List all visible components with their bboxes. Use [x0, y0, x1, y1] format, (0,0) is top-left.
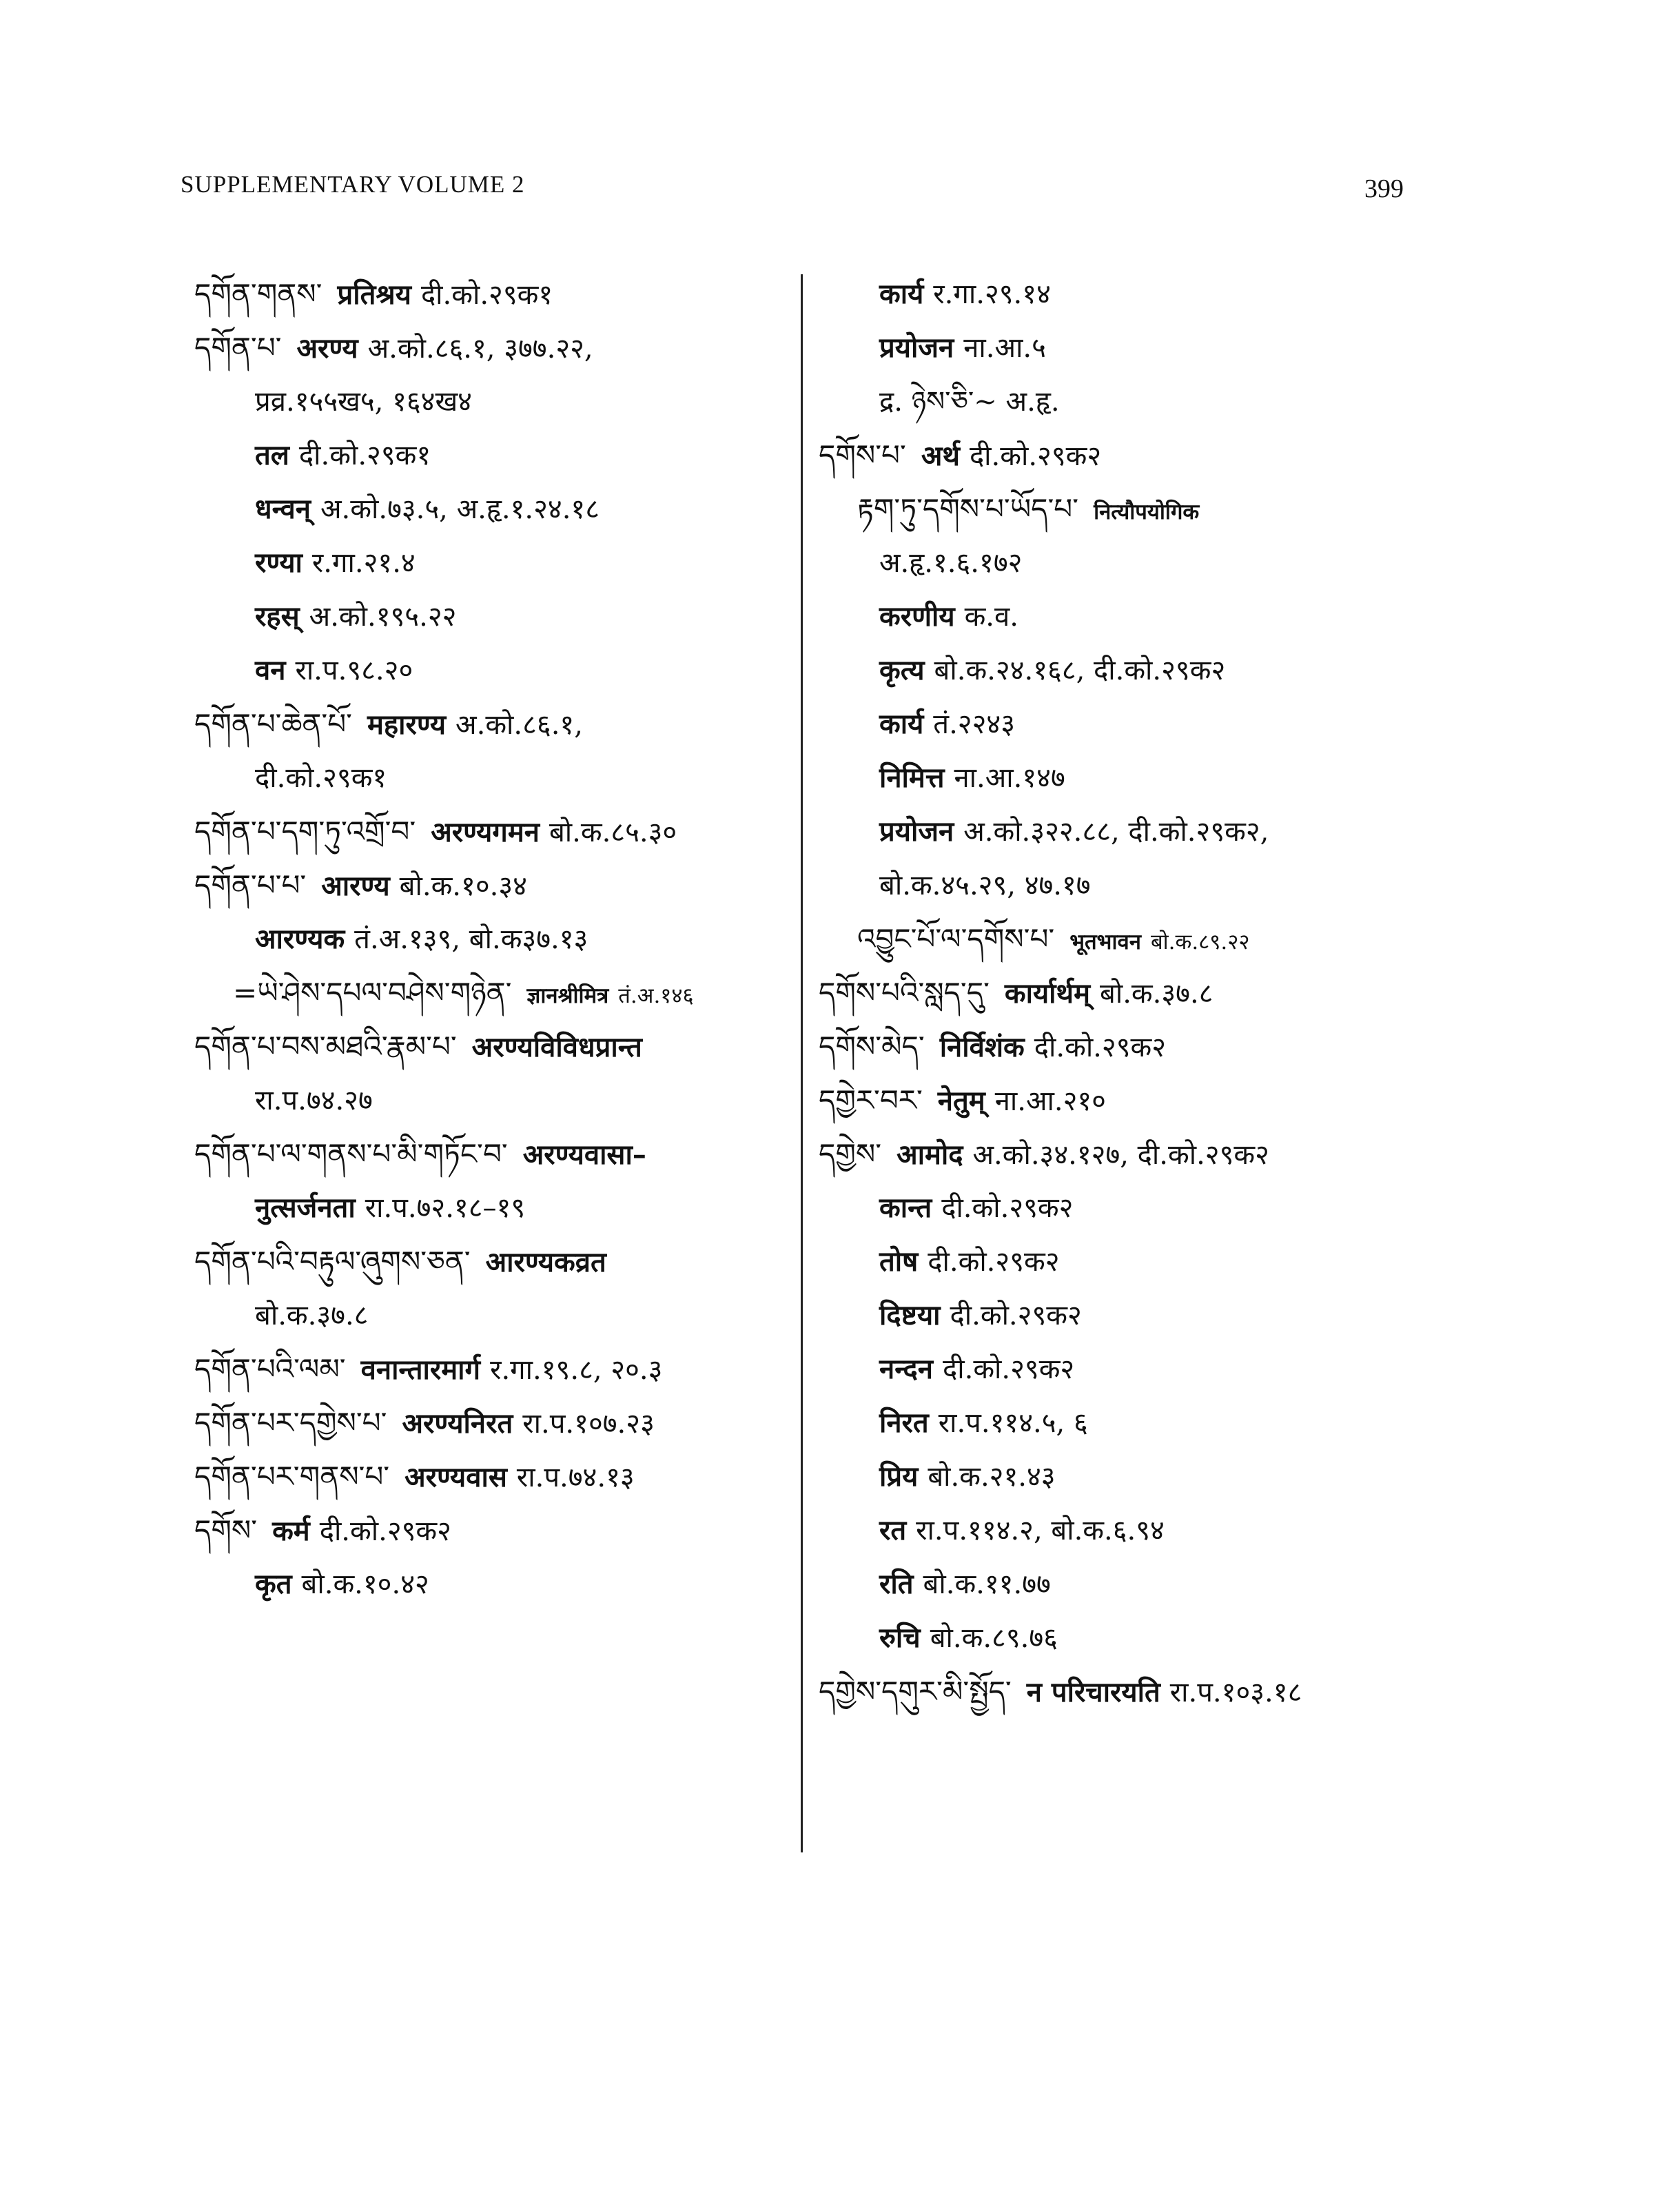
source-reference: दी.को.२९क२	[319, 1515, 451, 1547]
entry-line	[194, 697, 787, 751]
entry-line	[194, 1127, 787, 1181]
source-reference: क.व.	[964, 601, 1018, 633]
sanskrit-equivalent: नुत्सर्जनता	[255, 1192, 356, 1224]
entry-line	[819, 1289, 1439, 1342]
tibetan-term: དགོན་པ་པ་	[194, 868, 307, 902]
sanskrit-equivalent: प्रयोजन	[879, 815, 954, 848]
source-reference: बो.क.११.७७	[923, 1568, 1051, 1600]
source-reference: बो.क.३७.८	[255, 1300, 369, 1331]
entry-line	[819, 1020, 1439, 1074]
source-reference: रा.प.११४.५, ६	[938, 1407, 1088, 1439]
source-reference: अ.को.३२२.८८, दी.को.२९क२,	[963, 816, 1269, 848]
source-reference: बो.क.८९.७६	[930, 1622, 1058, 1654]
sanskrit-equivalent: आरण्य	[321, 870, 390, 902]
sanskrit-equivalent: अरण्यवासा–	[522, 1138, 646, 1171]
entry-line	[194, 482, 787, 536]
sanskrit-equivalent: वनान्तारमार्ग	[360, 1353, 481, 1386]
source-reference: अ.को.८६.१,	[455, 709, 583, 741]
sanskrit-equivalent: कृत्य	[879, 654, 925, 686]
sanskrit-equivalent: तल	[255, 439, 289, 471]
source-reference: दी.को.२९क२	[941, 1192, 1074, 1224]
sanskrit-equivalent: वन	[255, 654, 286, 686]
sanskrit-equivalent: रुचि	[879, 1622, 921, 1654]
source-reference: दी.को.२९क२	[1034, 1032, 1167, 1063]
sanskrit-equivalent: नित्यौपयोगिक	[1094, 500, 1200, 524]
page-number: 399	[1364, 174, 1404, 203]
sanskrit-equivalent: प्रयोजन	[879, 331, 954, 364]
source-reference: रा.प.७२.१८–१९	[365, 1192, 526, 1224]
sanskrit-equivalent: आरण्यकव्रत	[485, 1246, 606, 1278]
source-reference: दी.को.२९क२	[950, 1300, 1082, 1331]
source-reference: तं.अ.१३९, बो.क३७.१३	[354, 923, 588, 955]
entry-line	[819, 267, 1439, 321]
entry-line	[819, 1235, 1439, 1289]
source-reference: ना.आ.२१०	[994, 1085, 1106, 1117]
entry-line	[194, 751, 787, 805]
source-reference: बो.क.८५.३०	[549, 817, 677, 848]
sanskrit-equivalent: रत	[879, 1514, 907, 1546]
entry-line	[819, 482, 1439, 536]
tibetan-term: དགོན་པའི་ལམ་	[194, 1352, 346, 1386]
source-reference: रा.प.११४.२, बो.क.६.९४	[916, 1515, 1165, 1546]
tibetan-term: དགོས་	[194, 1513, 258, 1547]
entry-line	[194, 590, 787, 644]
sanskrit-equivalent: निरत	[879, 1407, 929, 1439]
sanskrit-equivalent: प्रतिश्रय	[337, 278, 411, 311]
entry-line	[194, 1074, 787, 1127]
source-reference: बो.क.१०.३४	[399, 870, 527, 902]
sanskrit-equivalent: अरण्य	[296, 332, 358, 365]
entry-line	[819, 590, 1439, 644]
tibetan-term: དགོན་པར་གནས་པ་	[194, 1460, 390, 1493]
source-reference: र.गा.२१.४	[311, 547, 416, 579]
entry-line	[194, 1289, 787, 1342]
sanskrit-equivalent: कान्त	[879, 1192, 932, 1224]
entry-line	[819, 375, 1439, 429]
tibetan-term: དགོས་པའི་སླད་དུ་	[819, 976, 990, 1010]
entry-line	[819, 966, 1439, 1020]
entry-line	[194, 1396, 787, 1450]
sanskrit-equivalent: रण्या	[255, 546, 303, 579]
source-reference: दी.को.२९क२	[969, 440, 1102, 472]
source-reference: द्र. ཉེས་ཅི་~ अ.हृ.	[879, 386, 1060, 418]
entry-line	[819, 1611, 1439, 1665]
source-reference: दी.को.२९क२	[928, 1246, 1060, 1278]
source-reference: रा.प.१०३.१८	[1169, 1677, 1302, 1708]
entry-line	[819, 1074, 1439, 1127]
tibetan-term: དགྱེས་	[819, 1137, 882, 1171]
tibetan-term: དགོན་པའི་བརྟུལ་ཞུགས་ཅན་	[194, 1245, 471, 1278]
sanskrit-equivalent: करणीय	[879, 600, 955, 633]
entry-line	[819, 1181, 1439, 1235]
sanskrit-equivalent: धन्वन्	[255, 493, 311, 525]
sanskrit-equivalent: न परिचारयति	[1026, 1676, 1160, 1708]
tibetan-term: དགོན་པ་དག་ཏུ་འགྲོ་བ་	[194, 815, 416, 848]
source-reference: बो.क.२१.४३	[928, 1461, 1056, 1493]
sanskrit-equivalent: कार्य	[879, 278, 924, 310]
entry-line	[194, 1504, 787, 1557]
tibetan-term: རྟག་ཏུ་དགོས་པ་ཡོད་པ་	[857, 492, 1079, 526]
entry-line	[194, 1342, 787, 1396]
entry-line	[194, 1181, 787, 1235]
tibetan-term: དགོན་གནས་	[194, 277, 322, 311]
source-reference: दी.को.२९क२	[943, 1353, 1075, 1385]
sanskrit-equivalent: आरण्यक	[255, 923, 345, 955]
source-reference: बो.क.४५.२९, ४७.१७	[879, 870, 1091, 901]
source-reference: तं.२२४३	[933, 708, 1015, 740]
sanskrit-equivalent: कार्यार्थम्	[1004, 977, 1091, 1010]
entry-line	[194, 267, 787, 321]
source-reference: अ.को.७३.५, अ.हृ.१.२४.१८	[320, 493, 600, 525]
entry-line	[819, 751, 1439, 805]
source-reference: बो.क.२४.१६८, दी.को.२९क२	[934, 655, 1226, 686]
entry-line	[194, 375, 787, 429]
entry-line	[819, 859, 1439, 912]
tibetan-term: དགོས་པ་	[819, 438, 906, 472]
right-column	[819, 267, 1439, 1719]
sanskrit-equivalent: अर्थ	[921, 440, 960, 472]
sanskrit-equivalent: रहस्	[255, 600, 300, 633]
source-reference: बो.क.३७.८	[1100, 978, 1213, 1010]
tibetan-term: དགྱེར་བར་	[819, 1083, 923, 1117]
source-reference: ना.आ.५	[963, 332, 1046, 364]
entry-line	[194, 1450, 787, 1504]
sanskrit-equivalent: प्रिय	[879, 1460, 919, 1493]
sanskrit-equivalent: कृत	[255, 1568, 292, 1600]
entry-line	[819, 644, 1439, 697]
source-reference: रा.प.७४.१३	[516, 1462, 635, 1493]
source-reference: ना.आ.१४७	[954, 762, 1065, 794]
entry-line	[819, 805, 1439, 859]
sanskrit-equivalent: रति	[879, 1568, 914, 1600]
entry-line	[819, 429, 1439, 482]
entry-line	[819, 1342, 1439, 1396]
sanskrit-equivalent: अरण्यगमन	[431, 816, 540, 848]
source-reference: अ.को.३४.१२७, दी.को.२९क२	[972, 1139, 1269, 1171]
entry-line	[194, 1020, 787, 1074]
entry-line	[194, 536, 787, 590]
sanskrit-equivalent: कार्य	[879, 708, 924, 740]
sanskrit-equivalent: आमोद	[897, 1138, 963, 1171]
source-reference: अ.हृ.१.६.१७२	[879, 547, 1023, 579]
sanskrit-equivalent: नेतुम्	[937, 1085, 985, 1117]
source-reference: तं.अ.१४६	[618, 983, 694, 1008]
entry-line	[819, 1450, 1439, 1504]
entry-line	[194, 429, 787, 482]
tibetan-term: དགོན་པ་བས་མཐའི་རྣམ་པ་	[194, 1030, 457, 1063]
sanskrit-equivalent: निर्विशंक	[939, 1031, 1025, 1063]
source-reference: बो.क.८९.२२	[1150, 930, 1250, 954]
entry-line	[194, 644, 787, 697]
source-reference: अ.को.१९५.२२	[309, 601, 457, 633]
entry-line	[819, 1504, 1439, 1557]
sanskrit-equivalent: तोष	[879, 1245, 919, 1278]
sanskrit-equivalent: कर्म	[272, 1515, 310, 1547]
source-reference: दी.को.२९क१	[255, 762, 387, 794]
sanskrit-equivalent: अरण्यविविधप्रान्त	[471, 1031, 642, 1063]
entry-line	[819, 536, 1439, 590]
entry-line	[194, 859, 787, 912]
entry-line	[819, 1665, 1439, 1719]
tibetan-term: དགྱེས་དགུར་མི་སྤྱོད་	[819, 1675, 1012, 1708]
entry-line	[194, 1235, 787, 1289]
entry-line	[819, 1557, 1439, 1611]
source-reference: रा.प.७४.२७	[255, 1085, 373, 1116]
sanskrit-equivalent: निमित्त	[879, 762, 945, 794]
sanskrit-equivalent: भूतभावन	[1069, 930, 1141, 954]
sanskrit-equivalent: महारण्य	[367, 708, 447, 741]
tibetan-term: དགོན་པ་ཆེན་པོ་	[194, 707, 352, 741]
entry-line	[819, 912, 1439, 966]
source-reference: र.गा.१९.८, २०.३	[490, 1354, 663, 1386]
tibetan-term: དགོན་པ་	[194, 331, 282, 365]
source-reference: रा.प.९८.२०	[295, 655, 413, 686]
source-reference: दी.को.२९क१	[298, 440, 431, 471]
tibetan-term: དགོན་པར་དགྱེས་པ་	[194, 1406, 387, 1440]
sanskrit-equivalent: दिष्टया	[879, 1299, 941, 1331]
sanskrit-equivalent: अरण्यनिरत	[402, 1407, 513, 1440]
entry-line	[194, 805, 787, 859]
entry-line	[819, 1396, 1439, 1450]
left-column	[194, 267, 787, 1611]
running-head: SUPPLEMENTARY VOLUME 2	[181, 171, 525, 198]
tibetan-term: དགོས་མེད་	[819, 1030, 925, 1063]
sanskrit-equivalent: ज्ञानश्रीमित्र	[526, 983, 609, 1008]
entry-line	[819, 697, 1439, 751]
tibetan-term: དགོན་པ་ལ་གནས་པ་མི་གཏོང་བ་	[194, 1137, 508, 1171]
source-reference: अ.को.८६.१, ३७७.२२,	[367, 333, 593, 365]
source-reference: प्रव्र.१५५ख५, १६४ख४	[255, 386, 472, 418]
sanskrit-equivalent: नन्दन	[879, 1353, 933, 1385]
tibetan-term: =ཡེ་ཤེས་དཔལ་བཤེས་གཉེན་	[233, 976, 512, 1010]
source-reference: रा.प.१०७.२३	[522, 1408, 655, 1440]
tibetan-term: འབྱུང་པོ་ལ་དགོས་པ་	[857, 922, 1055, 956]
sanskrit-equivalent: अरण्यवास	[404, 1461, 507, 1493]
entry-line	[819, 1127, 1439, 1181]
source-reference: बो.क.१०.४२	[301, 1568, 429, 1600]
source-reference: र.गा.२९.१४	[933, 278, 1051, 310]
source-reference: दी.को.२९क१	[420, 279, 553, 311]
column-divider	[801, 274, 803, 1852]
entry-line	[194, 912, 787, 966]
entry-line	[194, 1557, 787, 1611]
entry-line	[194, 321, 787, 375]
entry-line	[819, 321, 1439, 375]
entry-line	[194, 966, 787, 1020]
